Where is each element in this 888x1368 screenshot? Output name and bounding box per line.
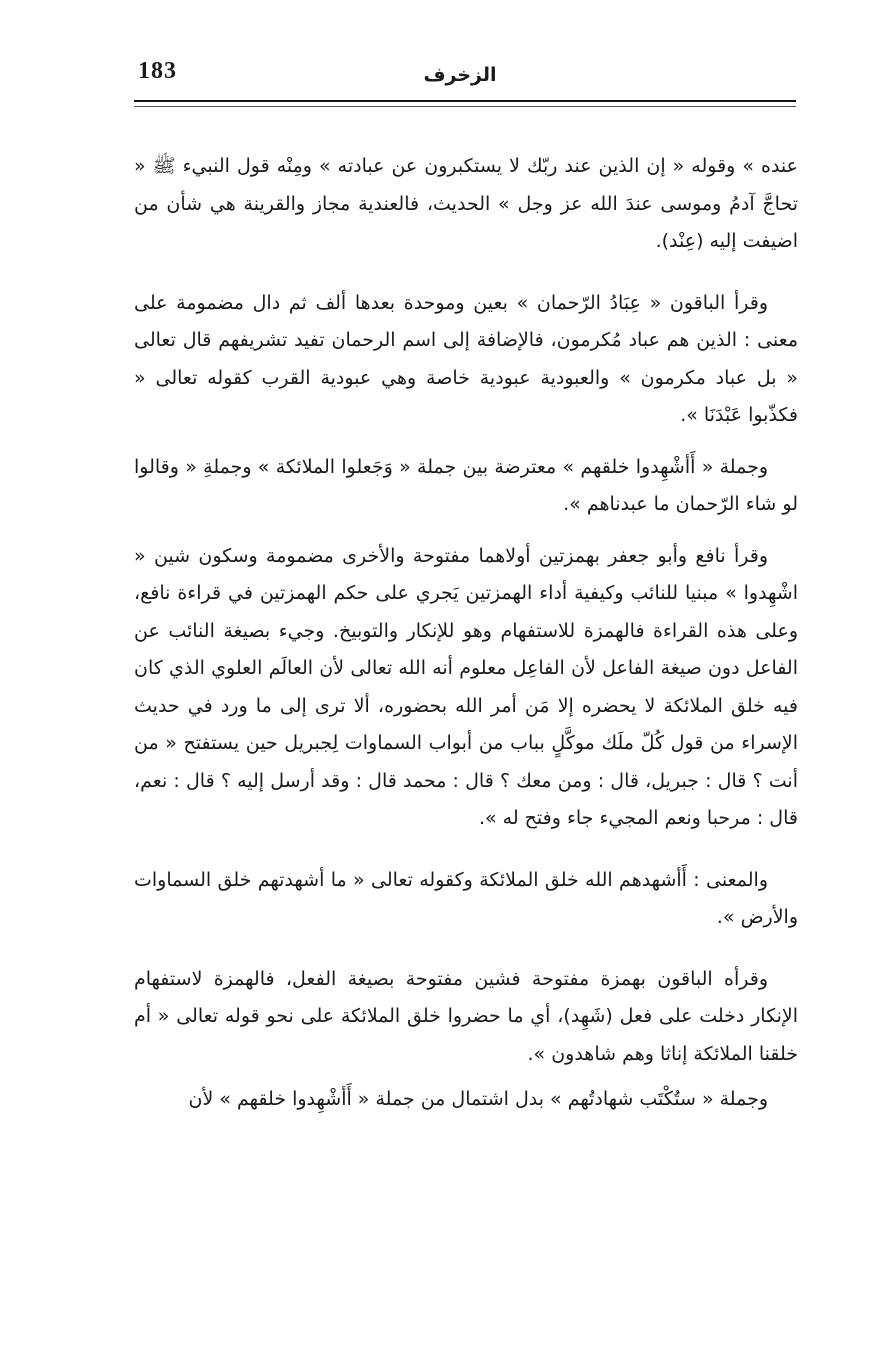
paragraph-6: وقرأه الباقون بهمزة مفتوحة فشين مفتوحة بصيغة الفعل، فالهمزة لاستفهام الإنكار دخلت على فعل (شَهِد)، أي ما حضروا خلق الملائكة على نحو قوله تعالى « أم خلقنا الملائكة إناثا وهم شاهدون ». xyxy=(134,967,798,1065)
paragraph-1: عنده » وقوله « إن الذين عند ربّك لا يستكبرون عن عبادته » ومِنْه قول النبيء ﷺ « تحاجَّ آدمُ وموسى عندَ الله عز وجل » الحديث، فالعندية مجاز والقرينة هي شأن من اضيفت إليه (عِنْد). xyxy=(134,155,798,252)
running-title: الزخرف xyxy=(423,64,497,86)
header-rule xyxy=(134,100,796,102)
page-number: 183 xyxy=(138,58,177,84)
paragraph-5: والمعنى : أَأشهدهم الله خلق الملائكة وكقوله تعالى « ما أشهدتهم خلق السماوات والأرض ». xyxy=(134,868,798,928)
paragraph-2: وقرأ الباقون « عِبَادُ الرّحمان » بعين وموحدة بعدها ألف ثم دال مضمومة على معنى : الذين هم عباد مُكرمون، فالإضافة إلى اسم الرحمان تفيد تشريفهم قال تعالى « بل عباد مكرمون » والعبودية عبودية خاصة وهي عبودية القرب كقوله تعالى « فكذّبوا عَبْدَنَا ». xyxy=(134,291,798,426)
body-text xyxy=(134,148,798,1119)
paragraph-7: وجملة « ستُكْتَب شهادتُهم » بدل اشتمال من جملة « أَأشْهِدوا خلقهم » لأن xyxy=(188,1088,768,1110)
header-rule-thin xyxy=(134,106,796,107)
paragraph-4: وقرأ نافع وأبو جعفر بهمزتين أولاهما مفتوحة والأخرى مضمومة وسكون شين « اشْهِدوا » مبنيا للنائب وكيفية أداء الهمزتين يَجري على حكم الهمزتين في قراءة نافع، وعلى هذه القراءة فالهمزة للاستفهام وهو للإنكار والتوبيخ. وجيء بصيغة النائب عن الفاعل دون صيغة الفاعل لأن الفاعِل معلوم أنه الله تعالى لأن العالَم العلوي الذي كان فيه خلق الملائكة لا يحضره إلا مَن أمر الله بحضوره، ألا ترى إلى ما ورد في حديث الإسراء من قول كُلّ ملَك موكَّلٍ بباب من أبواب السماوات لِجبريل حين يستفتح « من أنت ؟ قال : جبريل، قال : ومن معك ؟ قال : محمد قال : وقد أرسل إليه ؟ قال : نعم، قال : مرحبا ونعم المجيء جاء وفتح له ». xyxy=(134,544,798,829)
paragraph-3: وجملة « أَأشْهِدوا خلقهم » معترضة بين جملة « وَجَعلوا الملائكة » وجملةِ « وقالوا لو شاء الرّحمان ما عبدناهم ». xyxy=(134,455,798,515)
